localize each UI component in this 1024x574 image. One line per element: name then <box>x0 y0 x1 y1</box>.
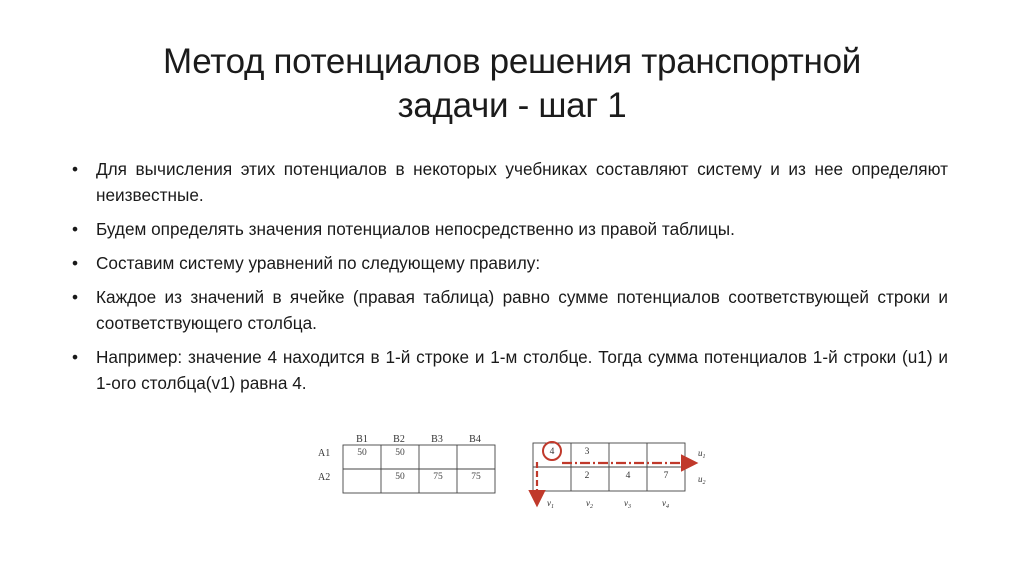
table-cell: 3 <box>584 447 590 457</box>
col-potential-v3: $v_3$ <box>624 498 631 510</box>
title-line-1: Метод потенциалов решения транспортной <box>163 42 861 81</box>
col-header-b1: B1 <box>356 434 368 445</box>
bullet-dot: • <box>72 219 79 239</box>
bullet-text: Составим систему уравнений по следующему правилу: <box>96 253 541 273</box>
bullet-dot: • <box>72 253 79 273</box>
bullet-item <box>72 344 948 396</box>
bullet-item <box>72 250 948 276</box>
table-cell: 50 <box>357 448 367 458</box>
right-table-grid <box>533 443 685 491</box>
col-header-b4: B4 <box>469 434 481 445</box>
bullet-item <box>72 156 948 208</box>
table-cell: 75 <box>471 472 481 482</box>
table-cell: 50 <box>395 448 405 458</box>
bullet-item <box>72 216 948 242</box>
bullet-dot: • <box>72 159 79 179</box>
left-transport-table <box>310 428 510 508</box>
table-cell: 7 <box>663 471 669 481</box>
row-potential-u2: $u_2$ <box>698 474 706 486</box>
col-header-b3: B3 <box>431 434 443 445</box>
bullet-dot: • <box>72 287 79 307</box>
row-header-a1: A1 <box>318 448 331 459</box>
bullet-text: Будем определять значения потенциалов непосредственно из правой таблицы. <box>96 219 735 239</box>
bullet-text: Например: значение 4 находится в 1-й строке и 1-м столбце. Тогда сумма потенциалов 1-й строки (u1) и 1-ого столбца(v1) равна 4. <box>96 347 948 393</box>
bullet-item <box>72 284 948 336</box>
bullet-dot: • <box>72 347 79 367</box>
table-cell: 4 <box>625 471 631 481</box>
col-potential-v1: $v_1$ <box>547 498 554 510</box>
col-potential-v4: $v_4$ <box>662 498 669 510</box>
row-header-a2: A2 <box>318 472 331 483</box>
row-potential-u1: $u_1$ <box>698 448 706 460</box>
table-cell: 75 <box>433 472 443 482</box>
col-potential-v2: $v_2$ <box>586 498 593 510</box>
table-cell: 2 <box>584 471 590 481</box>
bullet-list <box>72 156 948 404</box>
table-cell: 50 <box>395 472 405 482</box>
title-line-2: задачи - шаг 1 <box>397 86 627 125</box>
table-cell: 4 <box>549 447 555 457</box>
right-potentials-table <box>518 430 718 520</box>
bullet-text: Для вычисления этих потенциалов в некоторых учебниках составляют систему и из нее определяют неизвестные. <box>96 159 948 205</box>
bullet-text: Каждое из значений в ячейке (правая таблица) равно сумме потенциалов соответствующей строки и соответствующего столбца. <box>96 287 948 333</box>
slide-title <box>60 40 964 128</box>
col-header-b2: B2 <box>393 434 405 445</box>
